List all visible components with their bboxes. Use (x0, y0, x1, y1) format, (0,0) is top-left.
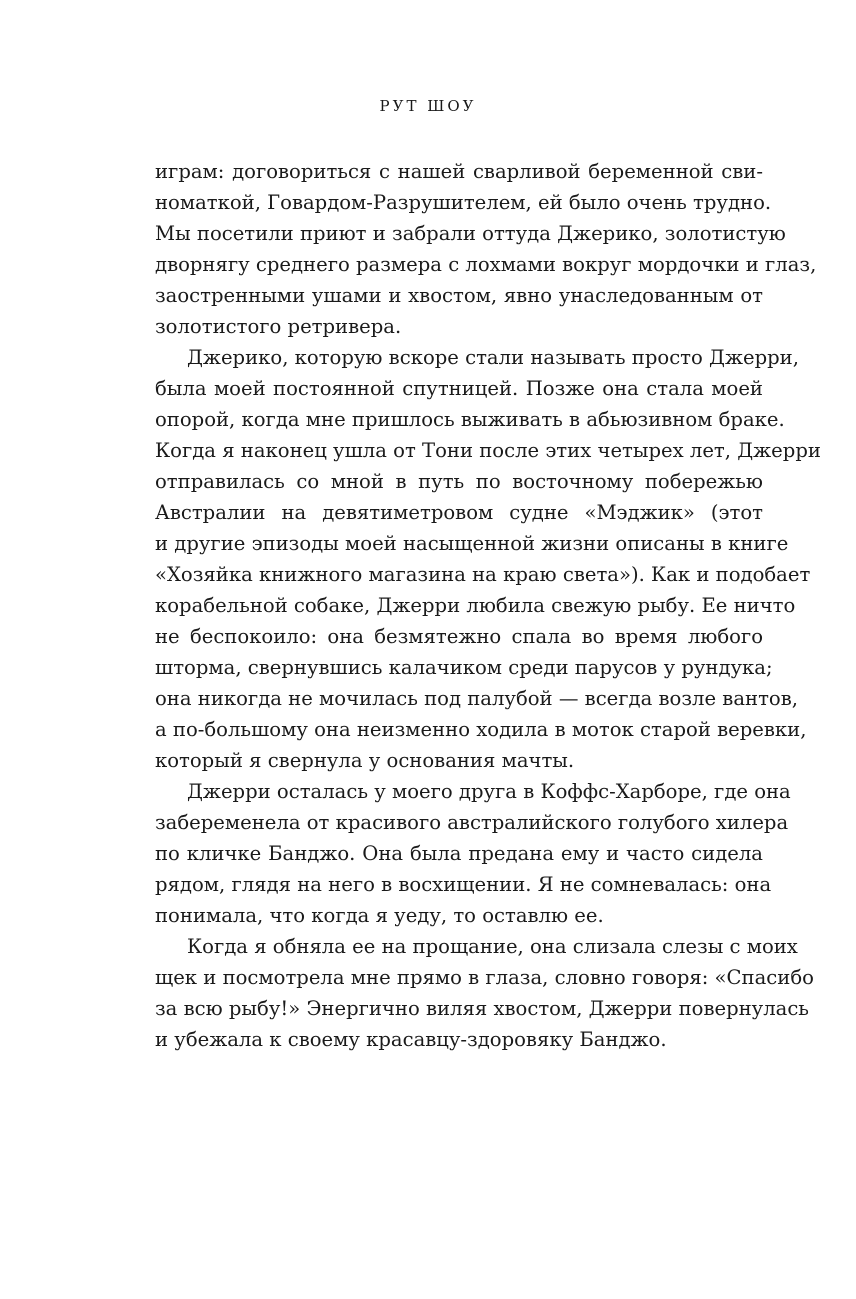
text-line: номаткой, Говардом-Разрушителем, ей было очень трудно. (155, 191, 772, 214)
text-line: Когда я наконец ушла от Тони после этих четырех лет, Джерри (155, 439, 821, 462)
text-line: отправилась со мной в путь по восточному побережью (155, 470, 763, 493)
text-line: шторма, свернувшись калачиком среди парусов у рундука; (155, 656, 773, 679)
text-line: за всю рыбу!» Энергично виляя хвостом, Джерри повернулась (155, 997, 809, 1020)
text-line: Джерико, которую вскоре стали называть просто Джерри, (187, 346, 799, 369)
text-line: щек и посмотрела мне прямо в глаза, словно говоря: «Спасибо (155, 966, 814, 989)
text-line: а по-большому она неизменно ходила в моток старой веревки, (155, 718, 807, 741)
text-line: забеременела от красивого австралийского голубого хилера (155, 811, 789, 834)
running-head: РУТ ШОУ (379, 97, 477, 115)
text-line: не беспокоило: она безмятежно спала во время любого (155, 625, 763, 648)
text-line: она никогда не мочилась под палубой — всегда возле вантов, (155, 687, 798, 710)
text-line: заостренными ушами и хвостом, явно унаследованным от (155, 284, 763, 307)
text-line: была моей постоянной спутницей. Позже она стала моей (155, 377, 763, 400)
text-line: понимала, что когда я уеду, то оставлю ее. (155, 904, 604, 927)
text-line: «Хозяйка книжного магазина на краю света»). Как и подобает (155, 563, 811, 586)
body-text (155, 156, 821, 1055)
text-line: и убежала к своему красавцу-здоровяку Банджо. (155, 1028, 667, 1051)
text-line: дворнягу среднего размера с лохмами вокруг мордочки и глаз, (155, 253, 817, 276)
text-line: играм: договориться с нашей сварливой беременной сви- (155, 160, 763, 183)
text-line: и другие эпизоды моей насыщенной жизни описаны в книге (155, 532, 789, 555)
text-line: рядом, глядя на него в восхищении. Я не сомневалась: она (155, 873, 772, 896)
text-line: Когда я обняла ее на прощание, она слизала слезы с моих (187, 935, 798, 958)
paragraph-1 (155, 156, 817, 342)
text-line: Австралии на девятиметровом судне «Мэджик» (этот (155, 501, 763, 524)
paragraph-3 (155, 776, 791, 931)
text-line: который я свернула у основания мачты. (155, 749, 575, 772)
paragraph-4 (155, 931, 814, 1055)
text-line: Мы посетили приют и забрали оттуда Джерико, золотистую (155, 222, 786, 245)
text-line: опорой, когда мне пришлось выживать в абьюзивном браке. (155, 408, 785, 431)
text-line: Джерри осталась у моего друга в Коффс-Харборе, где она (187, 780, 791, 803)
text-line: корабельной собаке, Джерри любила свежую рыбу. Ее ничто (155, 594, 796, 617)
paragraph-2 (155, 342, 821, 776)
text-line: по кличке Банджо. Она была предана ему и часто сидела (155, 842, 763, 865)
text-line: золотистого ретривера. (155, 315, 402, 338)
